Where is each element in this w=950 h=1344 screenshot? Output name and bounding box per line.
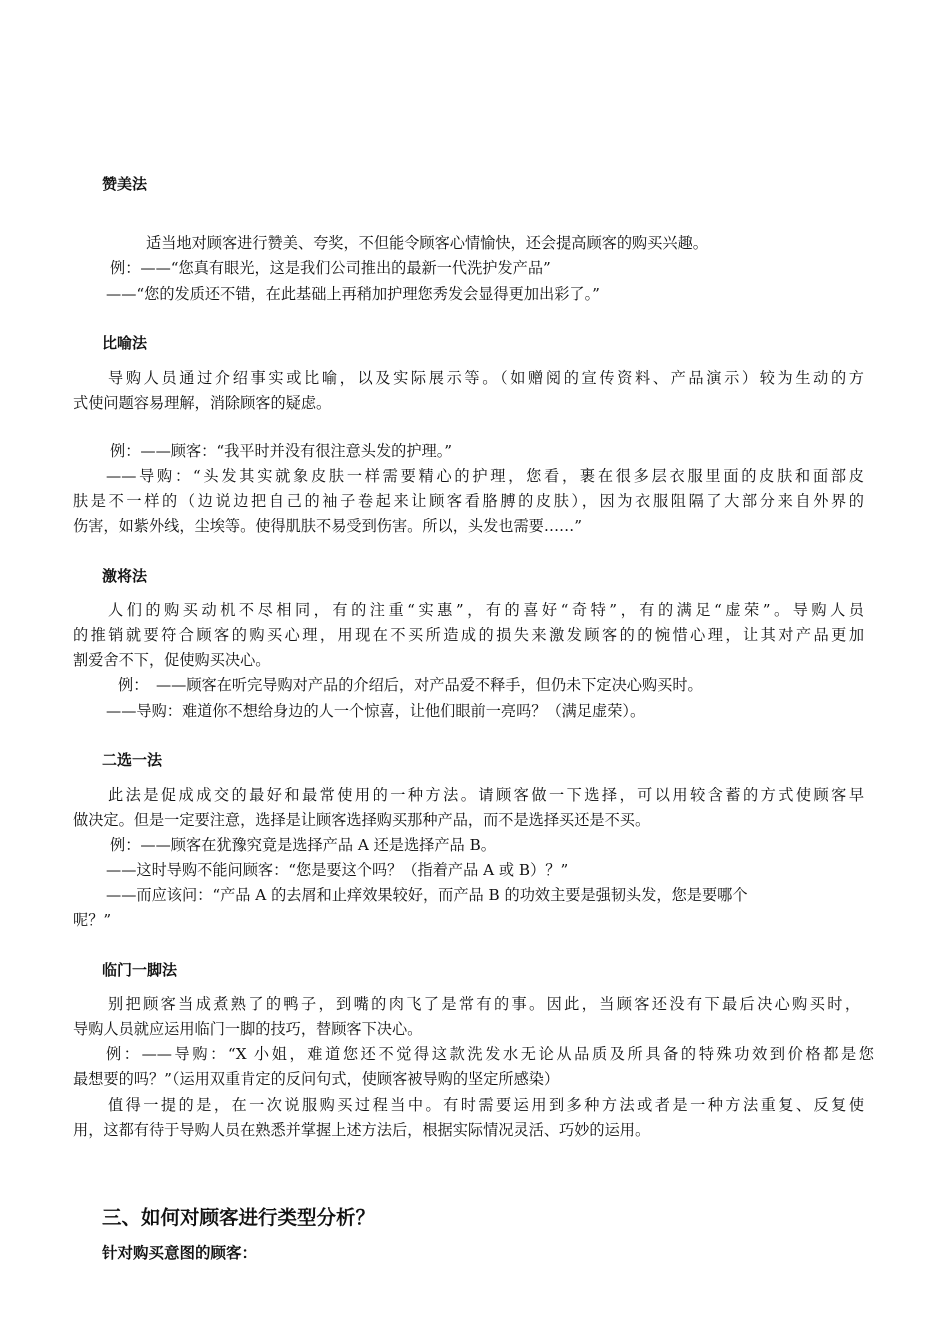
section-heading-erxuanyi: 二选一法 — [102, 751, 163, 769]
sub-heading: 针对购买意图的顾客： — [102, 1244, 258, 1262]
paragraph-line: 人们的购买动机不尽相同，有的注重“实惠”，有的喜好“奇特”，有的满足“虚荣”。导购人员 — [108, 601, 864, 619]
example-line: 例：——顾客：“我平时并没有很注意头发的护理。” — [110, 442, 453, 460]
example-line: 例：——顾客在犹豫究竟是选择产品 A 还是选择产品 B。 — [110, 836, 496, 854]
paragraph-line: 的推销就要符合顾客的购买心理，用现在不买所造成的损失来激发顾客的的惋惜心理，让其对产品更加 — [73, 626, 864, 644]
paragraph-line: 值得一提的是，在一次说服购买过程当中。有时需要运用到多种方法或者是一种方法重复、反复使 — [108, 1096, 864, 1114]
paragraph-line: 此法是促成成交的最好和最常使用的一种方法。请顾客做一下选择，可以用较含蓄的方式使顾客早 — [108, 786, 864, 804]
section-heading-zanmei: 赞美法 — [102, 175, 148, 193]
part-title: 三、如何对顾客进行类型分析？ — [102, 1206, 376, 1229]
example-line: ——导购：难道你不想给身边的人一个惊喜，让他们眼前一亮吗？（满足虚荣）。 — [106, 702, 646, 720]
example-line: ——这时导购不能问顾客：“您是要这个吗？（指着产品 A 或 B）？” — [106, 861, 569, 879]
paragraph-line: 别把顾客当成煮熟了的鸭子，到嘴的肉飞了是常有的事。因此，当顾客还没有下最后决心购买时， — [108, 995, 860, 1013]
paragraph-line: 割爱舍不下，促使购买决心。 — [73, 651, 271, 669]
example-line: ——“您的发质还不错，在此基础上再稍加护理您秀发会显得更加出彩了。” — [106, 285, 600, 303]
example-line: 肤是不一样的（边说边把自己的袖子卷起来让顾客看胳膊的皮肤），因为衣服阻隔了大部分来自外界的 — [73, 492, 864, 510]
paragraph-line: 做决定。但是一定要注意，选择是让顾客选择购买那种产品，而不是选择买还是不买。 — [73, 811, 651, 829]
section-heading-linmen: 临门一脚法 — [102, 961, 178, 979]
section-heading-jijiang: 激将法 — [102, 567, 148, 585]
paragraph-line: 导购人员通过介绍事实或比喻，以及实际展示等。（如赠阅的宣传资料、产品演示）较为生动的方 — [108, 369, 864, 387]
paragraph-line: 导购人员就应运用临门一脚的技巧，替顾客下决心。 — [73, 1020, 423, 1038]
example-line: 例： ——顾客在听完导购对产品的介绍后，对产品爱不释手，但仍未下定决心购买时。 — [118, 676, 703, 694]
paragraph-line: 式使问题容易理解，消除顾客的疑虑。 — [73, 394, 332, 412]
paragraph: 适当地对顾客进行赞美、夸奖，不但能令顾客心情愉快，还会提高顾客的购买兴趣。 — [146, 234, 708, 252]
example-line: ——导购：“头发其实就象皮肤一样需要精心的护理，您看，裹在很多层衣服里面的皮肤和面部皮 — [106, 467, 864, 485]
paragraph-line: 用，这都有待于导购人员在熟悉并掌握上述方法后，根据实际情况灵活、巧妙的运用。 — [73, 1121, 651, 1139]
example-line: ——而应该问：“产品 A 的去屑和止痒效果较好，而产品 B 的功效主要是强韧头发，您是要哪个 — [106, 886, 748, 904]
example-line: 例：——导购：“X 小姐，难道您还不觉得这款洗发水无论从品质及所具备的特殊功效到价格都是您 — [106, 1045, 874, 1063]
example-line: 呢？” — [73, 911, 112, 929]
section-heading-biyu: 比喻法 — [102, 334, 148, 352]
example-line: 最想要的吗？”（运用双重肯定的反问句式，使顾客被导购的坚定所感染） — [73, 1070, 560, 1088]
example-line: 例：——“您真有眼光，这是我们公司推出的最新一代洗护发产品” — [110, 259, 551, 277]
example-line: 伤害，如紫外线，尘埃等。使得肌肤不易受到伤害。所以，头发也需要……” — [73, 517, 582, 535]
